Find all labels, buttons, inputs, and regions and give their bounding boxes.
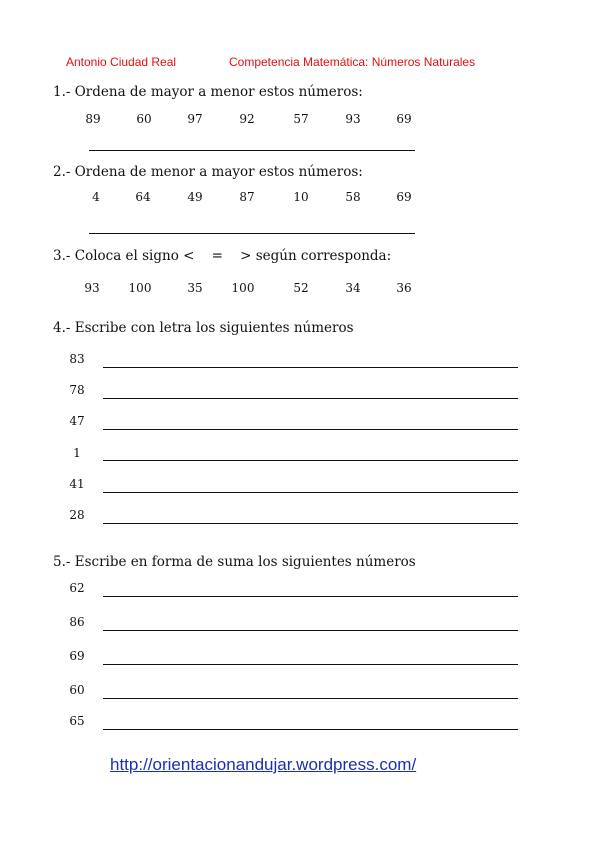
q5-answer-line[interactable]: [103, 729, 518, 730]
q3-number: 100: [231, 281, 255, 295]
q2-number: 10: [293, 190, 309, 204]
q3-number: 36: [396, 281, 412, 295]
q1-number: 89: [85, 112, 101, 126]
question-4-title: 4.- Escribe con letra los siguientes números: [53, 320, 354, 336]
q4-answer-line[interactable]: [103, 367, 518, 368]
q4-number-label: 28: [69, 508, 85, 522]
q3-number: 93: [84, 281, 100, 295]
q5-number-label: 65: [69, 714, 85, 728]
q4-number-label: 78: [69, 383, 85, 397]
q3-number: 35: [187, 281, 203, 295]
q4-answer-line[interactable]: [103, 523, 518, 524]
q5-answer-line[interactable]: [103, 596, 518, 597]
q5-number-label: 62: [69, 581, 85, 595]
q4-answer-line[interactable]: [103, 492, 518, 493]
q1-number: 93: [345, 112, 361, 126]
q1-number: 92: [239, 112, 255, 126]
q2-number: 58: [345, 190, 361, 204]
q4-answer-line[interactable]: [103, 429, 518, 430]
question-5-title: 5.- Escribe en forma de suma los siguientes números: [53, 554, 416, 570]
q5-answer-line[interactable]: [103, 664, 518, 665]
q5-answer-line[interactable]: [103, 630, 518, 631]
q2-number: 64: [135, 190, 151, 204]
q1-answer-line[interactable]: [89, 150, 415, 151]
q1-number: 60: [136, 112, 152, 126]
question-2-title: 2.- Ordena de menor a mayor estos números:: [53, 164, 363, 180]
worksheet-subject: Competencia Matemática: Números Naturales: [229, 55, 476, 69]
q2-number: 69: [396, 190, 412, 204]
q3-number: 52: [293, 281, 309, 295]
website-link[interactable]: http://orientacionandujar.wordpress.com/: [110, 755, 417, 774]
q2-answer-line[interactable]: [89, 233, 415, 234]
q3-number: 100: [128, 281, 152, 295]
q5-answer-line[interactable]: [103, 698, 518, 699]
question-3-title: 3.- Coloca el signo < = > según corresponda:: [53, 248, 392, 264]
q2-number: 49: [187, 190, 203, 204]
q3-number: 34: [345, 281, 361, 295]
q4-number-label: 41: [69, 477, 85, 491]
question-1-title: 1.- Ordena de mayor a menor estos números:: [53, 84, 363, 100]
q4-answer-line[interactable]: [103, 398, 518, 399]
q4-number-label: 47: [69, 414, 85, 428]
q4-answer-line[interactable]: [103, 460, 518, 461]
q1-number: 69: [396, 112, 412, 126]
q2-number: 87: [239, 190, 255, 204]
q4-number-label: 1: [73, 446, 81, 460]
q5-number-label: 69: [69, 649, 85, 663]
q5-number-label: 60: [69, 683, 85, 697]
author-name: Antonio Ciudad Real: [66, 55, 177, 69]
q5-number-label: 86: [69, 615, 85, 629]
q4-number-label: 83: [69, 352, 85, 366]
q2-number: 4: [92, 190, 100, 204]
q1-number: 97: [187, 112, 203, 126]
q1-number: 57: [293, 112, 309, 126]
